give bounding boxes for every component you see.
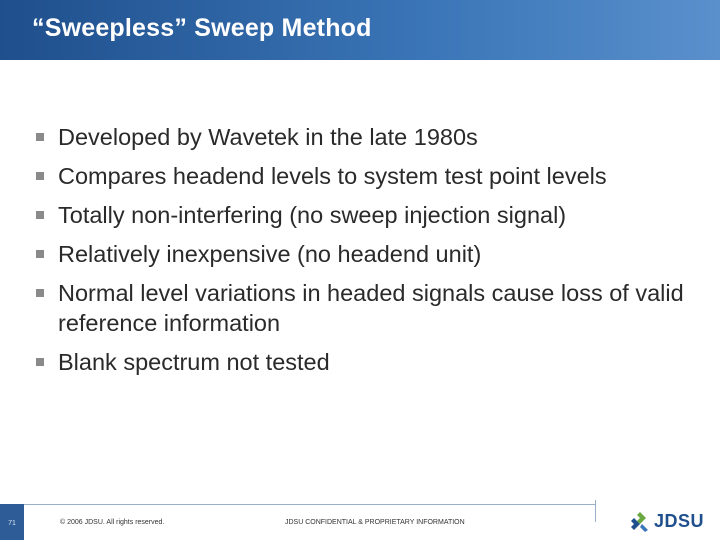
bullet-item (36, 347, 686, 377)
bullet-item (36, 278, 686, 338)
logo-text: JDSU (654, 511, 705, 531)
slide-title: “Sweepless” Sweep Method (32, 14, 372, 42)
bullet-text: Totally non-interfering (no sweep injection signal) (58, 202, 567, 228)
bullet-text: Developed by Wavetek in the late 1980s (58, 124, 478, 150)
square-bullet-icon (36, 358, 44, 366)
bullet-text: Blank spectrum not tested (58, 349, 330, 375)
square-bullet-icon (36, 289, 44, 297)
square-bullet-icon (36, 211, 44, 219)
bullet-text: Compares headend levels to system test point levels (58, 163, 607, 189)
square-bullet-icon (36, 250, 44, 258)
bullet-item (36, 122, 686, 152)
title-bar (0, 0, 720, 60)
page-number: 71 (8, 520, 16, 527)
bullet-item (36, 239, 686, 269)
bullet-text: Normal level variations in headed signals cause loss of valid reference information (58, 280, 684, 336)
jdsu-logo (628, 510, 708, 534)
bullet-text: Relatively inexpensive (no headend unit) (58, 241, 482, 267)
bullet-list (36, 122, 686, 386)
bullet-item (36, 161, 686, 191)
bullet-item (36, 200, 686, 230)
confidential-text: JDSU CONFIDENTIAL & PROPRIETARY INFORMATION (285, 519, 465, 526)
footer-vertical-divider (595, 500, 596, 522)
footer-page-panel (0, 504, 24, 540)
footer-divider (24, 504, 595, 505)
square-bullet-icon (36, 133, 44, 141)
square-bullet-icon (36, 172, 44, 180)
jdsu-logo-icon (628, 511, 652, 533)
copyright-text: © 2006 JDSU. All rights reserved. (60, 519, 165, 526)
